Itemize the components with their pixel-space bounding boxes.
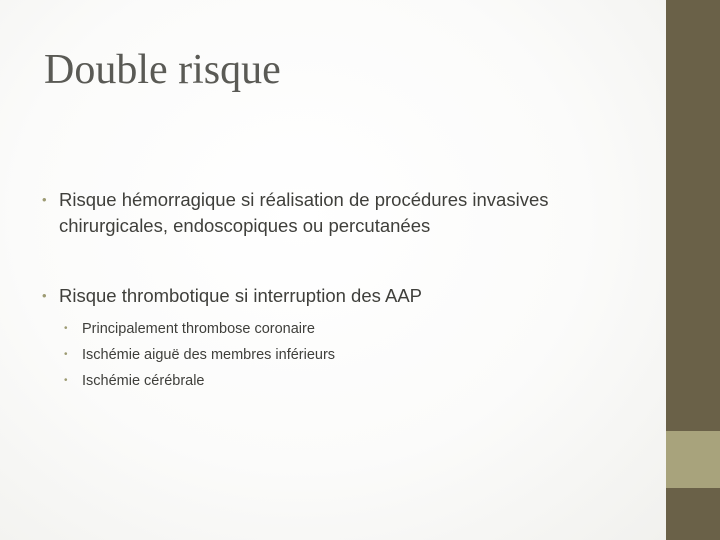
sub-bullet-text: Ischémie cérébrale xyxy=(82,373,205,389)
sub-bullet-item xyxy=(59,368,650,394)
sub-bullet-item xyxy=(59,342,650,368)
bullet-text: Risque hémorragique si réalisation de procédures invasives chirurgicales, endoscopiques ou percutanées xyxy=(59,189,549,236)
slide-title: Double risque xyxy=(44,47,281,93)
sub-bullet-dot-icon: • xyxy=(64,349,68,360)
sub-bullet-text: Ischémie aiguë des membres inférieurs xyxy=(82,347,336,363)
bullet-item xyxy=(40,283,650,394)
sub-bullet-text: Principalement thrombose coronaire xyxy=(82,321,315,337)
side-band-accent xyxy=(666,431,720,488)
sub-bullet-list xyxy=(59,316,650,394)
bullet-list xyxy=(40,187,650,394)
sub-bullet-item xyxy=(59,316,650,342)
bullet-dot-icon: • xyxy=(42,192,47,207)
bullet-text: Risque thrombotique si interruption des AAP xyxy=(59,285,423,306)
bullet-dot-icon: • xyxy=(42,288,47,303)
sub-bullet-dot-icon: • xyxy=(64,375,68,386)
sub-bullet-dot-icon: • xyxy=(64,323,68,334)
bullet-item xyxy=(40,187,650,239)
